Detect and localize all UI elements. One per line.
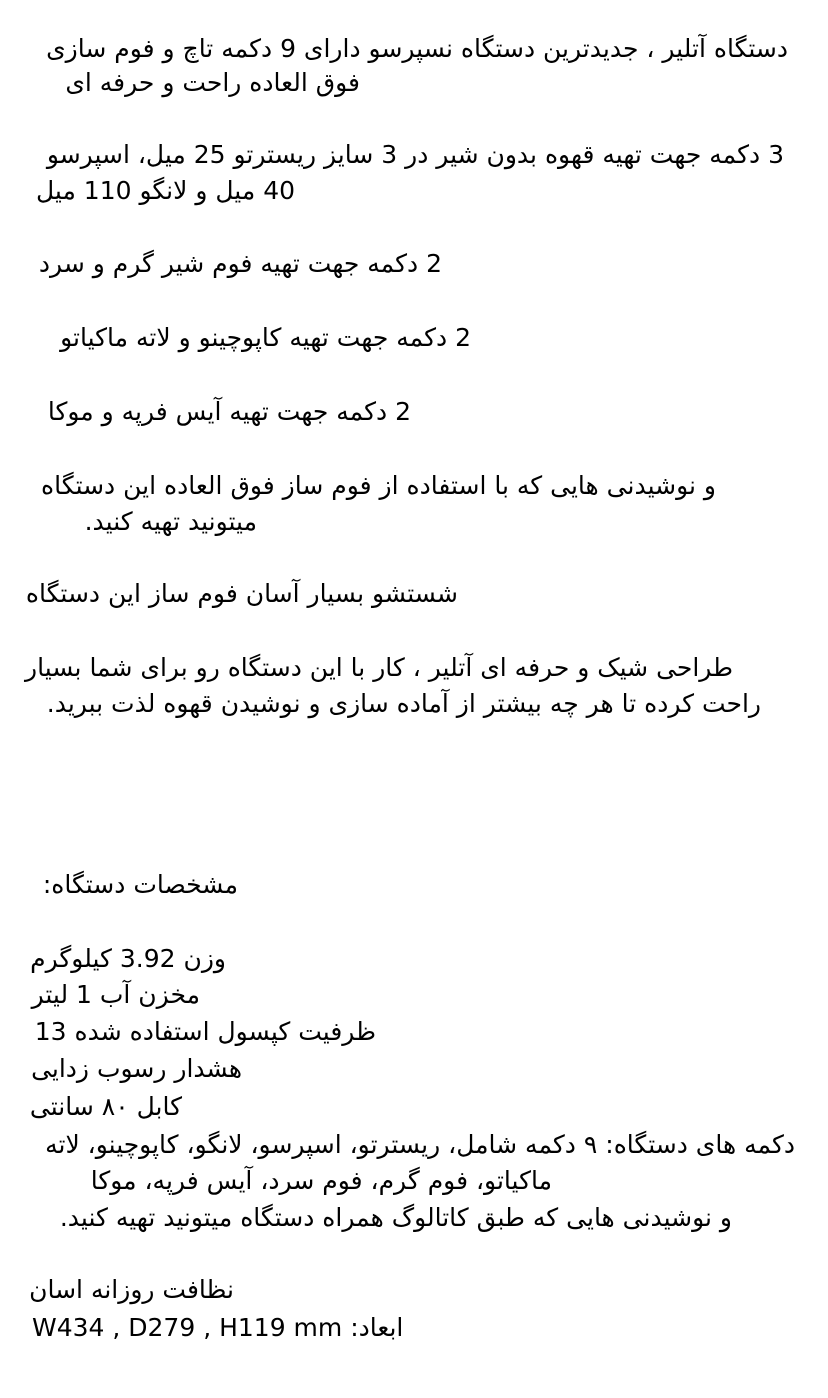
drinks-line-2: میتونید تهیه کنید. [84, 507, 257, 536]
spec-cable: کابل ۸۰ سانتی [29, 1092, 182, 1121]
spec-descale: هشدار رسوب زدایی [31, 1054, 242, 1083]
iced-line: 2 دکمه جهت تهیه آیس فرپه و موکا [47, 397, 411, 426]
drinks-line-1: و نوشیدنی هایی که با استفاده از فوم ساز فوق العاده این دستگاه [41, 471, 716, 500]
specs-heading: مشخصات دستگاه: [42, 870, 238, 899]
spec-dimensions [32, 1309, 403, 1346]
intro-line-2: فوق العاده راحت و حرفه ای [65, 68, 360, 97]
spec-capsule: ظرفیت کپسول استفاده شده 13 [34, 1017, 376, 1046]
milk-foam-line: 2 دکمه جهت تهیه فوم شیر گرم و سرد [38, 249, 442, 278]
intro-line-1: دستگاه آتلیر ، جدیدترین دستگاه نسپرسو دارای 9 دکمه تاچ و فوم سازی [46, 34, 788, 63]
dimensions-label: ابعاد: [350, 1313, 404, 1342]
spec-buttons-line-2: ماکیاتو، فوم گرم، فوم سرد، آیس فرپه، موکا [90, 1166, 552, 1195]
design-line-2: راحت کرده تا هر چه بیشتر از آماده سازی و نوشیدن قهوه لذت ببرید. [46, 689, 761, 718]
spec-water-tank: مخزن آب 1 لیتر [31, 980, 200, 1009]
sizes-line-1: 3 دکمه جهت تهیه قهوه بدون شیر در 3 سایز ریسترتو 25 میل، اسپرسو [46, 140, 784, 169]
design-line-1: طراحی شیک و حرفه ای آتلیر ، کار با این دستگاه رو برای شما بسیار [25, 653, 733, 682]
cappuccino-line: 2 دکمه جهت تهیه کاپوچینو و لاته ماکیاتو [60, 323, 471, 352]
sizes-line-2: 40 میل و لانگو 110 میل [35, 176, 295, 205]
dimensions-value: W434 , D279 , H119 mm [32, 1313, 343, 1342]
spec-daily-cleaning: نظافت روزانه اسان [29, 1275, 234, 1304]
spec-buttons-line-1: دکمه های دستگاه: ۹ دکمه شامل، ریسترتو، اسپرسو، لانگو، کاپوچینو، لاته [45, 1130, 795, 1159]
spec-weight: وزن 3.92 کیلوگرم [30, 944, 226, 973]
cleaning-line: شستشو بسیار آسان فوم ساز این دستگاه [25, 579, 458, 608]
spec-buttons-line-3: و نوشیدنی هایی که طبق کاتالوگ همراه دستگاه میتونید تهیه کنید. [59, 1203, 732, 1232]
